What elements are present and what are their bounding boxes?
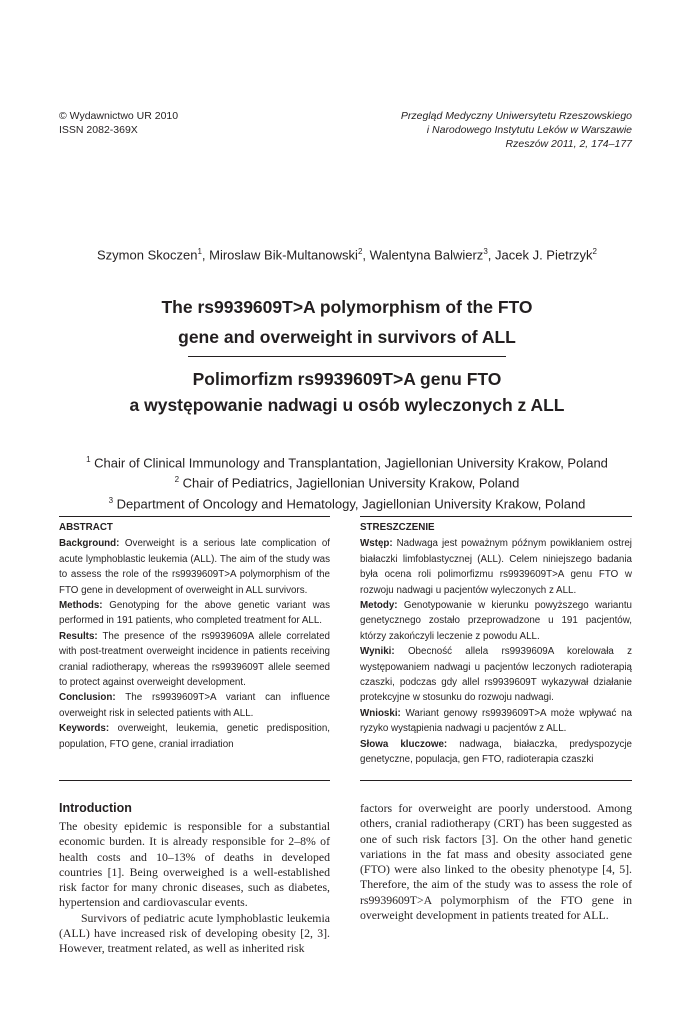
title-line: Polimorfizm rs9939609T>A genu FTO — [192, 369, 502, 389]
introduction-heading: Introduction — [59, 801, 132, 815]
abstract-section: Methods: Genotyping for the above genetic variant was performed in 191 patients, who completed treatment for ALL. — [59, 600, 330, 627]
streszczenie-keywords: Słowa kluczowe: nadwaga, białaczka, predyspozycje genetyczne, populacja, gen FTO, radioterapia czaszki — [360, 738, 632, 766]
affiliation-list — [40, 451, 654, 512]
author-list: Szymon Skoczen$^1$, Miroslaw Bik-Multanowski$^2$, Walentyna Balwierz$^3$, Jacek J. Pietrzyk$^2$ — [97, 247, 597, 263]
affiliation-item: $^2$ Chair of Pediatrics, Jagiellonian University Krakow, Poland — [174, 475, 520, 491]
abstract-section: Results: The presence of the rs9939609A allele correlated with post-treatment overweight incidence in patients receiving cranial radiotherapy, whereas the rs9939609T allele seemed to protect against overweight development. — [59, 630, 330, 689]
journal-name-line-2: i Narodowego Instytutu Leków w Warszawie — [426, 124, 632, 136]
journal-publisher-block — [59, 109, 178, 137]
streszczenie-rule-bottom — [360, 780, 632, 781]
abstract-english — [59, 520, 330, 752]
abstract-section: Background: Overweight is a serious late complication of acute lymphoblastic leukemia (ALL). The aim of the study was to assess the role of the rs9939609T>A polymorphism of the FTO gene in development of overweight in ALL survivors. — [59, 538, 330, 596]
author-affiliation-mark: 3 — [483, 247, 488, 256]
streszczenie-rule-top — [360, 516, 632, 517]
publisher-line: © Wydawnictwo UR 2010 — [59, 110, 179, 122]
body-paragraph: Survivors of pediatric acute lymphoblastic leukemia (ALL) have increased risk of developing obesity [2, 3]. However, treatment related, as well as inherited risk — [59, 910, 330, 956]
streszczenie-section: Wnioski: Wariant genowy rs9939609T>A może wpływać na ryzyko wystąpienia nadwagi u pacjentów z ALL. — [360, 707, 632, 735]
author-name: Miroslaw Bik-Multanowski — [209, 247, 358, 263]
author-name: Jacek J. Pietrzyk — [495, 247, 593, 263]
author-affiliation-mark: 2 — [592, 247, 597, 256]
streszczenie-heading: STRESZCZENIE — [360, 522, 435, 533]
abstract-polish — [360, 520, 632, 768]
title-line: The rs9939609T>A polymorphism of the FTO — [161, 297, 533, 317]
author-affiliation-mark: 2 — [357, 247, 363, 256]
journal-issue-line: Rzeszów 2011, 2, 174–177 — [505, 138, 632, 150]
author-affiliation-mark: 1 — [197, 247, 202, 256]
title-divider — [188, 356, 506, 357]
streszczenie-section: Wyniki: Obecność allela rs9939609A korelowała z występowaniem nadwagi u pacjentów leczonych radioterapią czaszki, podczas gdy allel rs9939609T wykazywał działanie protekcyjne w stosunku do rozwoju nadwagi. — [360, 646, 632, 704]
streszczenie-section: Wstęp: Nadwaga jest poważnym późnym powikłaniem ostrej białaczki limfoblastycznej (ALL). Celem niniejszego badania była ocena roli polimorfizmu rs9939609T>A genu FTO w rozwoju nadwagi u pacjentów wyleczonych z ALL. — [360, 538, 632, 596]
journal-citation-block — [401, 109, 632, 151]
issn-line: ISSN 2082-369X — [59, 124, 138, 136]
abstract-rule-bottom — [59, 780, 330, 781]
title-line: a występowanie nadwagi u osób wyleczonych z ALL — [129, 395, 565, 415]
streszczenie-section: Metody: Genotypowanie w kierunku powyższego wariantu genetycznego zostało przeprowadzone u 191 pacjentów, którzy zakończyli leczenie z powodu ALL. — [360, 600, 632, 642]
body-column-right — [360, 801, 632, 923]
body-column-left — [59, 819, 330, 957]
body-paragraph: factors for overweight are poorly understood. Among others, cranial radiotherapy (CRT) has been suggested as one of such risk factors [3]. On the other hand genetic variations in the fat mass and obesity associated gene (FTO) were also linked to the obesity phenotype [4, 5]. Therefore, the aim of the study was to assess the role of rs9939609T>A polymorphism of the FTO gene in overweight development in patients treated for ALL. — [360, 801, 632, 923]
abstract-keywords: Keywords: overweight, leukemia, genetic predisposition, population, FTO gene, cranial irradiation — [59, 723, 330, 750]
affiliation-item: $^1$ Chair of Clinical Immunology and Transplantation, Jagiellonian University Krakow, Poland — [86, 455, 608, 471]
author-name: Szymon Skoczen — [97, 247, 198, 263]
author-name: Walentyna Balwierz — [369, 247, 484, 263]
title-line: gene and overweight in survivors of ALL — [178, 327, 516, 347]
body-paragraph: The obesity epidemic is responsible for a substantial economic burden. It is already responsible for 2–8% of health costs and 10–13% of deaths in developed countries [1]. Being overweighed is a well-established risk factor for many chronic diseases, such as diabetes, hypertension and cardiovascular events. — [59, 819, 330, 910]
abstract-rule-top — [59, 516, 330, 517]
abstract-heading: ABSTRACT — [59, 522, 113, 533]
journal-name-line-1: Przegląd Medyczny Uniwersytetu Rzeszowskiego — [400, 110, 632, 122]
paper-title-polish — [60, 366, 634, 418]
affiliation-item: $^3$ Department of Oncology and Hematology, Jagiellonian University Krakow, Poland — [108, 495, 586, 511]
abstract-section: Conclusion: The rs9939609T>A variant can influence overweight risk in selected patients with ALL. — [59, 692, 331, 719]
paper-title-english — [60, 292, 634, 352]
